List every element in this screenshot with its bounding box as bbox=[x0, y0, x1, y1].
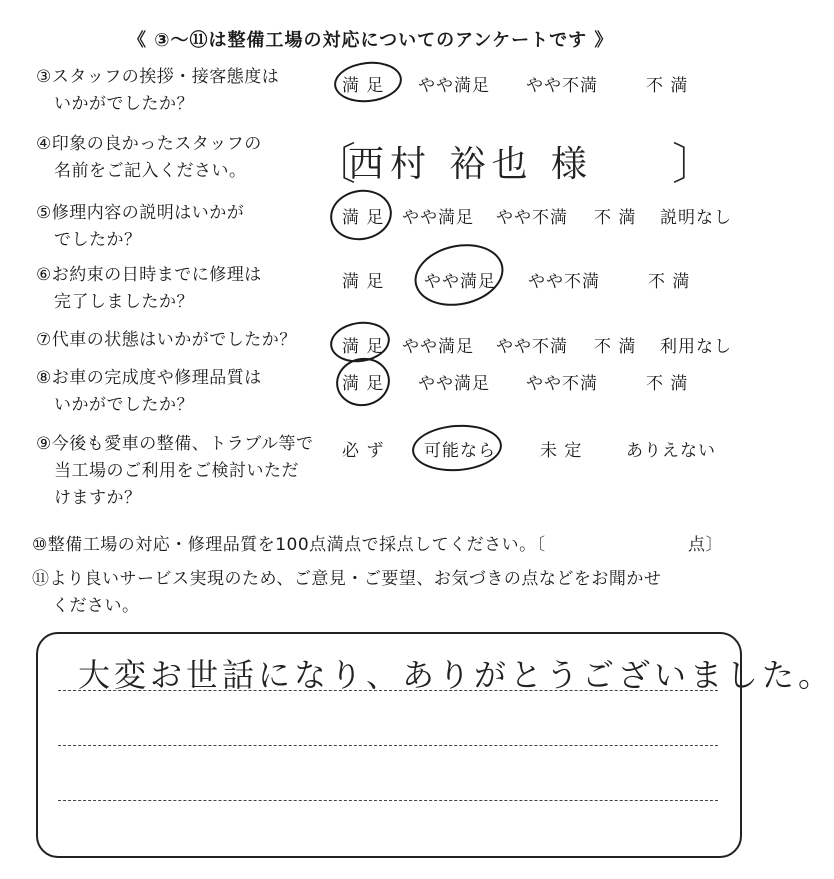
answer-bracket-left: 〔 bbox=[312, 139, 356, 190]
q8-selection-circle bbox=[332, 353, 395, 411]
question-4-line1: ④印象の良かったスタッフの bbox=[36, 134, 262, 154]
question-9 bbox=[36, 431, 314, 512]
q5-selection-circle bbox=[326, 185, 396, 245]
q5-option-3[interactable]: やや不満 bbox=[496, 208, 568, 228]
question-4 bbox=[36, 131, 262, 185]
question-4-line2: 名前をご記入ください。 bbox=[54, 161, 247, 181]
question-5-line1: ⑤修理内容の説明はいかが bbox=[36, 203, 245, 223]
q7-option-1[interactable]: 満 足 bbox=[342, 337, 385, 357]
q8-option-3[interactable]: やや不満 bbox=[526, 374, 598, 394]
staff-name-handwritten: 西村 裕也 様 bbox=[348, 144, 593, 185]
q9-option-2[interactable]: 可能なら bbox=[424, 441, 496, 461]
question-10: ⑩整備工場の対応・修理品質を100点満点で採点してください。〔 bbox=[32, 535, 546, 555]
page-header: 《 ③〜⑪は整備工場の対応についてのアンケートです 》 bbox=[128, 30, 614, 51]
q6-option-1[interactable]: 満 足 bbox=[342, 272, 385, 292]
q6-option-3[interactable]: やや不満 bbox=[528, 272, 600, 292]
q6-option-2[interactable]: やや満足 bbox=[424, 272, 496, 292]
question-6-line2: 完了しましたか？ bbox=[54, 292, 194, 312]
q9-option-1[interactable]: 必 ず bbox=[342, 441, 385, 461]
q5-option-1[interactable]: 満 足 bbox=[342, 208, 385, 228]
question-9-line1: ⑨今後も愛車の整備、トラブル等で bbox=[36, 434, 314, 454]
question-6-line1: ⑥お約束の日時までに修理は bbox=[36, 265, 262, 285]
q7-option-4[interactable]: 不 満 bbox=[594, 337, 637, 357]
question-8-line1: ⑧お車の完成度や修理品質は bbox=[36, 368, 262, 388]
q3-option-2[interactable]: やや満足 bbox=[418, 76, 490, 96]
q6-selection-circle bbox=[409, 236, 510, 313]
q9-selection-circle bbox=[411, 422, 504, 474]
q8-option-4[interactable]: 不 満 bbox=[646, 374, 689, 394]
question-11-line1: ⑪より良いサービス実現のため、ご意見・ご要望、お気づきの点などをお聞かせ bbox=[32, 569, 662, 589]
q6-option-4[interactable]: 不 満 bbox=[648, 272, 691, 292]
q7-option-2[interactable]: やや満足 bbox=[402, 337, 474, 357]
question-7 bbox=[36, 327, 297, 354]
comment-handwritten: 大変お世話になり、ありがとうございました。 bbox=[78, 656, 834, 694]
q7-option-3[interactable]: やや不満 bbox=[496, 337, 568, 357]
q3-selection-circle bbox=[332, 59, 404, 106]
question-5-line2: でしたか？ bbox=[54, 230, 142, 250]
q5-option-4[interactable]: 不 満 bbox=[594, 208, 637, 228]
q9-option-3[interactable]: 未 定 bbox=[540, 441, 583, 461]
q9-option-4[interactable]: ありえない bbox=[626, 441, 716, 461]
comment-line-2 bbox=[58, 745, 718, 746]
comment-line-1 bbox=[58, 690, 718, 691]
question-3-line2: いかがでしたか？ bbox=[54, 94, 194, 114]
question-6 bbox=[36, 262, 262, 316]
question-3-line1: ③スタッフの挨拶・接客態度は bbox=[36, 67, 280, 87]
question-8-line2: いかがでしたか？ bbox=[54, 395, 194, 415]
q8-option-1[interactable]: 満 足 bbox=[342, 374, 385, 394]
question-5 bbox=[36, 200, 244, 254]
question-7-line1: ⑦代車の状態はいかがでしたか？ bbox=[36, 330, 297, 350]
q3-option-1[interactable]: 満 足 bbox=[342, 76, 385, 96]
q8-option-2[interactable]: やや満足 bbox=[418, 374, 490, 394]
question-9-line3: けますか？ bbox=[54, 488, 142, 508]
q3-option-4[interactable]: 不 満 bbox=[646, 76, 689, 96]
q5-option-2[interactable]: やや満足 bbox=[402, 208, 474, 228]
question-10-unit: 点〕 bbox=[688, 535, 723, 555]
question-3 bbox=[36, 64, 279, 118]
question-11 bbox=[32, 566, 661, 620]
question-11-line2: ください。 bbox=[52, 596, 140, 616]
q5-option-5[interactable]: 説明なし bbox=[660, 208, 732, 228]
q3-option-3[interactable]: やや不満 bbox=[526, 76, 598, 96]
answer-bracket-right: 〕 bbox=[672, 139, 716, 190]
q7-option-5[interactable]: 利用なし bbox=[660, 337, 732, 357]
question-9-line2: 当工場のご利用をご検討いただ bbox=[54, 461, 299, 481]
comment-line-3 bbox=[58, 800, 718, 801]
question-8 bbox=[36, 365, 262, 419]
